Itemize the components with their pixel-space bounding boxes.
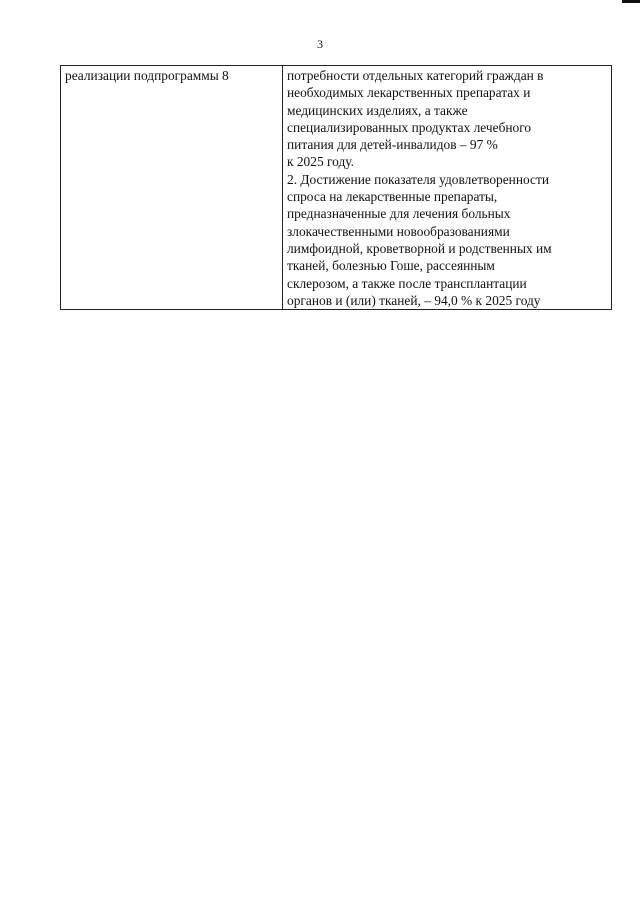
- table-row: [61, 66, 612, 310]
- right-cell-line: лимфоидной, кроветворной и родственных им: [287, 240, 552, 256]
- content-table: [60, 65, 612, 310]
- right-cell-line: специализированных продуктах лечебного: [287, 119, 532, 135]
- right-cell-line: тканей, болезнью Гоше, рассеянным: [287, 258, 495, 274]
- right-cell-line: спроса на лекарственные препараты,: [287, 189, 498, 205]
- corner-mark: [622, 0, 640, 3]
- right-cell-line: склерозом, а также после трансплантации: [287, 275, 527, 291]
- right-cell-line: питания для детей-инвалидов – 97 %: [287, 137, 498, 153]
- table-cell-right: [283, 66, 612, 310]
- left-cell-text: реализации подпрограммы 8: [65, 68, 229, 83]
- right-cell-line: предназначенные для лечения больных: [287, 206, 511, 222]
- right-cell-line: необходимых лекарственных препаратах и: [287, 85, 531, 101]
- right-cell-line: 2. Достижение показателя удовлетворенности: [287, 171, 550, 187]
- right-cell-line: потребности отдельных категорий граждан в: [287, 68, 544, 83]
- right-cell-line: медицинских изделиях, а также: [287, 102, 468, 118]
- right-cell-line: органов и (или) тканей, – 94,0 % к 2025 году: [287, 292, 541, 308]
- page-number: 3: [317, 37, 323, 51]
- right-cell-line: злокачественными новообразованиями: [287, 223, 510, 239]
- right-cell-line: к 2025 году.: [287, 154, 354, 170]
- table-cell-left: [61, 66, 283, 310]
